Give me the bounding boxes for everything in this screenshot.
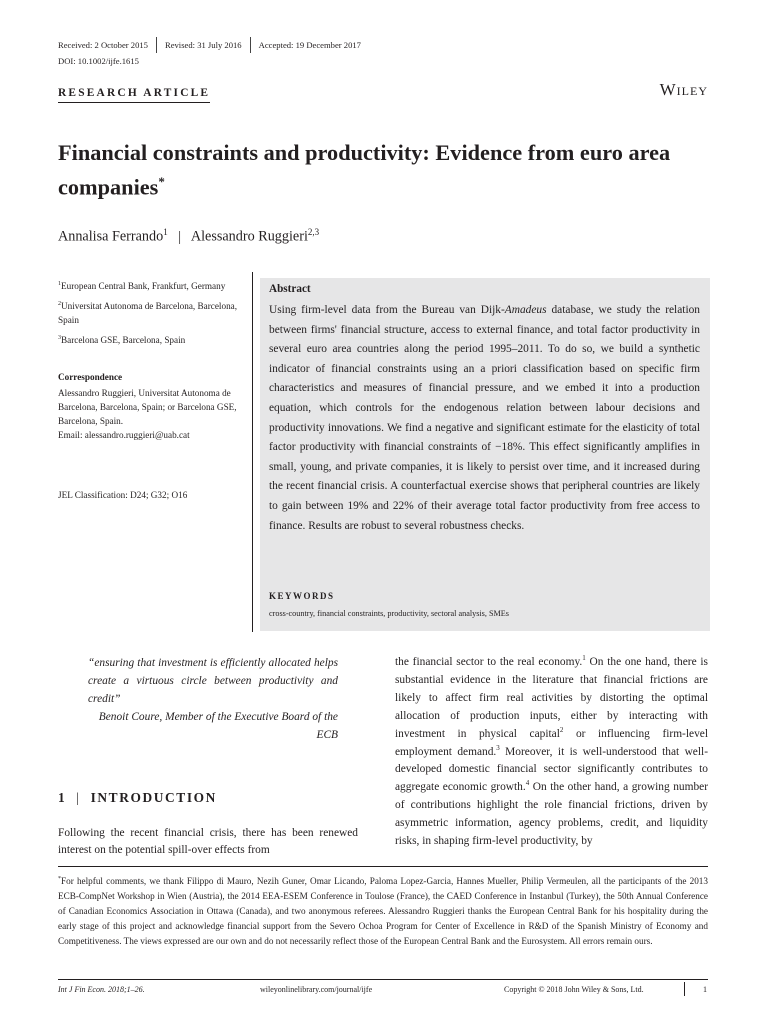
section-title: INTRODUCTION — [90, 790, 217, 805]
received-date: Received: 2 October 2015 — [58, 40, 148, 50]
body-text: On the other hand, a growing number of contributions highlight the role financial frictions, driven by asymmetric information, agency problems, credit, and liquidity risks, in shaping firm-level productivity, by — [395, 781, 709, 848]
author-separator: | — [178, 228, 182, 245]
accepted-date: Accepted: 19 December 2017 — [258, 40, 361, 50]
section-number: 1 — [58, 790, 67, 805]
jel-classification: JEL Classification: D24; G32; O16 — [58, 490, 188, 500]
correspondence-email: Email: alessandro.ruggieri@uab.cat — [58, 430, 190, 440]
affiliation-number: 3 — [58, 335, 61, 342]
intro-paragraph-left: Following the recent financial crisis, there has been renewed interest on the potential spill-over effects from — [58, 827, 358, 857]
journal-url[interactable]: wileyonlinelibrary.com/journal/ijfe — [260, 985, 373, 994]
abstract-text-part: database, we study the relation between firms' financial structure, access to external finance, and total factor productivity in several euro area countries along the period 1995–2011. To do so, we build a synthetic indicator of financial constraints using an a priori classification based on specific firm characteristics and measures of financial pressure, and we embed it into a production equation, which controls for the endogenous relation between labour decisions and productivity innovations. We find a negative and significant estimate for the elasticity of total factor productivity with financial constraints of −18%. This effect significantly amplifies in small, young, and private companies, it is likely to persist over time, and it increased during the recent financial crisis. A counterfactual exercise shows that peripheral countries are likely to gain between 19% and 22% of their average total factor productivity from free access to finance. Results are robust to several robustness checks. — [269, 304, 700, 532]
article-type-label: RESEARCH ARTICLE — [58, 87, 210, 103]
correspondence-block — [58, 386, 238, 442]
copyright: Copyright © 2018 John Wiley & Sons, Ltd. — [504, 985, 644, 994]
affiliations — [58, 277, 238, 351]
affiliation-text: Barcelona GSE, Barcelona, Spain — [61, 335, 186, 346]
affiliation-text: European Central Bank, Frankfurt, Germany — [61, 281, 226, 292]
keywords-list: cross-country, financial constraints, productivity, sectoral analysis, SMEs — [269, 609, 509, 618]
article-dates — [58, 37, 361, 53]
body-text: or influencing firm-level employment demand. — [395, 727, 708, 758]
affiliation-text: Universitat Autonoma de Barcelona, Barcelona, Spain — [58, 301, 238, 326]
footnote-mark: * — [58, 876, 61, 882]
reference-mark: 2 — [559, 725, 564, 734]
doi: DOI: 10.1002/ijfe.1615 — [58, 56, 139, 66]
footer-divider — [684, 982, 685, 996]
divider — [156, 37, 157, 53]
divider — [250, 37, 251, 53]
section-separator: | — [76, 790, 81, 805]
author-name: Alessandro Ruggieri — [190, 228, 308, 245]
footnote-rule — [58, 866, 708, 867]
affiliation — [58, 277, 238, 293]
author-affil-mark: 2,3 — [307, 227, 320, 237]
affiliation-number: 2 — [58, 301, 61, 308]
journal-citation: Int J Fin Econ. 2018;1–26. — [58, 985, 145, 994]
column-divider — [252, 272, 253, 632]
correspondence-heading: Correspondence — [58, 372, 123, 382]
abstract-text — [269, 301, 700, 536]
abstract-text-part: Using firm-level data from the Bureau van Dijk- — [269, 304, 505, 316]
correspondence-address: Alessandro Ruggieri, Universitat Autonoma de Barcelona, Barcelona, Spain; or Barcelona GSE, Barcelona, Spain. — [58, 388, 237, 426]
title-footnote-mark: * — [158, 174, 165, 189]
affiliation — [58, 331, 238, 347]
database-name: Amadeus — [504, 304, 547, 316]
publisher-logo: Wiley — [659, 80, 708, 99]
section-heading — [58, 790, 217, 806]
title-text: Financial constraints and productivity: Evidence from euro area companies — [58, 140, 671, 200]
intro-paragraph-right — [395, 654, 708, 851]
revised-date: Revised: 31 July 2016 — [164, 40, 242, 50]
page-number: 1 — [703, 985, 707, 994]
author-list — [58, 227, 319, 246]
keywords-heading: KEYWORDS — [269, 591, 335, 601]
reference-mark: 1 — [582, 654, 586, 663]
author-affil-mark: 1 — [163, 227, 168, 237]
acknowledgement-footnote — [58, 872, 708, 949]
paper-title — [58, 138, 718, 201]
epigraph-quote: “ensuring that investment is efficiently allocated helps create a virtuous circle between productivity and credit” — [88, 657, 338, 706]
footer-rule — [58, 979, 708, 980]
footnote-text: For helpful comments, we thank Filippo di Mauro, Nezih Guner, Omar Licando, Paloma Lopez-Garcia, Hannes Mueller, Philip Vermeulen, all the participants of the 2013 ECB-CompNet Workshop in Wien (Austria), the 2014 EEA-ESEM Conference in Toulose (France), the CAED Conference in Instanbul (Turkey), the 50th Annual Conference of Canadian Economics Association in Ottawa (Canada), and two anonymous referees. Alessandro Ruggieri thanks the European Central Bank for his hospitality during the early stage of this project and acknowledge financial support from the Severo Ochoa Program for Center of Excellence in R&D of the Spanish Ministry of Economy and Competitiveness. The views expressed are our own and do not necessarily reflect those of the European Central Bank and the Eurosystem. All errors remain ours. — [58, 876, 708, 947]
reference-mark: 3 — [496, 743, 500, 752]
body-text: the financial sector to the real economy. — [395, 656, 583, 668]
body-text: Moreover, it is well-understood that well-developed domestic financial sector significantly contributes to aggregate economic growth. — [395, 745, 708, 794]
epigraph-attribution: Benoit Coure, Member of the Executive Board of the ECB — [98, 711, 338, 742]
affiliation — [58, 297, 238, 327]
abstract-heading: Abstract — [269, 283, 311, 295]
affiliation-number: 1 — [58, 281, 61, 287]
author-name: Annalisa Ferrando — [58, 228, 164, 245]
reference-mark: 4 — [525, 779, 530, 788]
body-text: On the one hand, there is substantial evidence in the literature that financial frictions are likely to affect firm real activities by distorting the optimal allocation of production inputs, either by interacting with investment in physical capital — [395, 656, 708, 740]
